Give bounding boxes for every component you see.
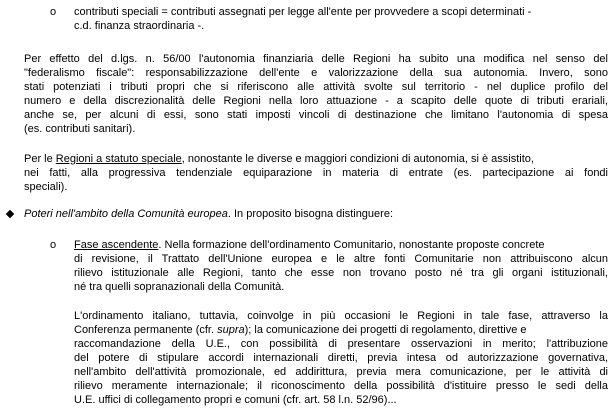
text-rest: . Nella formazione dell'ordinamento Comunitario, nonostante proposte concrete bbox=[158, 239, 545, 251]
paragraph-line: del potere di stipulare accordi internazionali diretti, previa intesa od autorizzazione governativa, bbox=[74, 352, 608, 364]
bullet-line bbox=[24, 207, 393, 221]
fase-ascendente-heading: Fase ascendente bbox=[74, 239, 159, 251]
text-line: contributi speciali = contributi assegnati per legge all'ente per provvedere a scopi determinati - bbox=[74, 6, 532, 18]
sub-bullet-marker: o bbox=[50, 6, 57, 18]
paragraph-line: stati potenziati i tributi propri che si riferiscono alle attività svolte sul territorio - nel duplice profilo del bbox=[24, 81, 608, 93]
paragraph-line: rilievo istituzionale alle Regioni, tanto che esse non trovano posto né tra gli organi istituzionali, bbox=[74, 267, 608, 279]
paragraph-line: (es. contributi sanitari). bbox=[24, 123, 136, 135]
paragraph-line: raccomandazione della U.E., con possibilità di presentare osservazioni in merito; l'attribuzione bbox=[74, 338, 608, 350]
regioni-statuto-speciale-link: Regioni a statuto speciale bbox=[55, 153, 182, 165]
paragraph-line: nell'ambito dell'attività promozionale, ed addirittura, previa mera comunicazione, per le attività di bbox=[74, 366, 608, 378]
paragraph-line: anche se, per alcuni di essi, sono stati imposti vincoli di destinazione che limitano l'autonomia di spesa bbox=[24, 109, 608, 121]
paragraph-line: Per effetto del d.lgs. n. 56/00 l'autonomia finanziaria delle Regioni ha subito una modifica nel senso del bbox=[24, 53, 608, 65]
text-line: c.d. finanza straordinaria -. bbox=[74, 20, 205, 32]
sub-bullet-marker: o bbox=[50, 239, 57, 251]
text-rest: ); la comunicazione dei progetti di regolamento, direttive e bbox=[244, 324, 527, 336]
paragraph-line: nei fatti, alla progressiva tendenziale equiparazione in materia di entrate (es. partecipazione ai fondi bbox=[24, 167, 608, 179]
paragraph-line: di revisione, il Trattato dell'Unione europea e le altre fonti Comunitarie non attribuiscono alcun bbox=[74, 253, 608, 265]
paragraph-line: L'ordinamento italiano, tuttavia, coinvolge in più occasioni le Regioni in tale fase, attraverso la bbox=[74, 310, 608, 322]
paragraph-line: né tra quelli sopranazionali della Comunità. bbox=[74, 281, 285, 293]
supra-italic: supra bbox=[217, 324, 245, 336]
paragraph-line: numero e della discrezionalità delle Regioni nella loro attuazione - a scapito delle quote di tributi erariali, bbox=[24, 95, 608, 107]
section-heading-italic: Poteri nell'ambito della Comunità europea bbox=[24, 208, 228, 220]
paragraph-line: "federalismo fiscale": responsabilizzazione dell'ente e valorizzazione della sua autonomia. Invero, sono bbox=[24, 67, 608, 79]
paragraph-line bbox=[24, 152, 608, 166]
paragraph-line: U.E. uffici di collegamento propri e comuni (cfr. art. 58 l.n. 52/96)... bbox=[74, 394, 397, 406]
paragraph-line bbox=[74, 323, 608, 337]
text-prefix: Conferenza permanente (cfr. bbox=[74, 324, 218, 336]
text-prefix: Per le bbox=[24, 153, 56, 165]
text-rest: , nonostante le diverse e maggiori condizioni di autonomia, si è assistito, bbox=[181, 153, 534, 165]
text-rest: . In proposito bisogna distinguere: bbox=[227, 208, 393, 220]
paragraph-line: speciali). bbox=[24, 181, 68, 193]
paragraph-line: rilievo meramente internazionale; il riconoscimento della possibilità d'istituire presso le sedi della bbox=[74, 380, 608, 392]
diamond-bullet-icon bbox=[6, 210, 14, 218]
paragraph-line bbox=[74, 238, 608, 252]
